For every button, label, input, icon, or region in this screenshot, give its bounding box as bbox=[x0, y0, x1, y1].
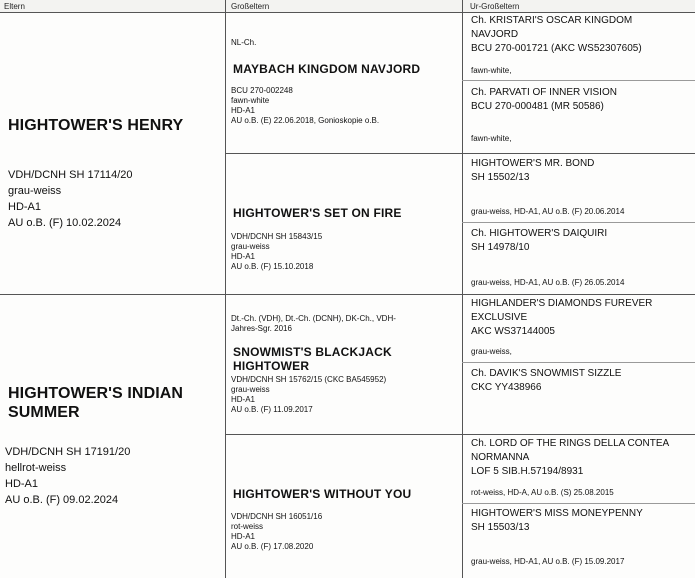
grandparent-name: HIGHTOWER'S SET ON FIRE bbox=[233, 206, 402, 220]
gg-line: SH 15503/13 bbox=[471, 522, 530, 533]
gg-line: SH 15502/13 bbox=[471, 172, 530, 183]
hd-result: HD-A1 bbox=[231, 252, 256, 261]
eye-exam: AU o.B. (F) 15.10.2018 bbox=[231, 262, 314, 271]
gg-line: SH 14978/10 bbox=[471, 242, 530, 253]
coat-color: grau-weiss bbox=[8, 185, 62, 197]
hd-result: HD-A1 bbox=[231, 532, 256, 541]
parent-name-line2: SUMMER bbox=[8, 404, 80, 421]
gg-line: HIGHTOWER'S MISS MONEYPENNY bbox=[471, 508, 643, 519]
gg-color: fawn-white, bbox=[471, 66, 512, 75]
grandparent-name-line1: SNOWMIST'S BLACKJACK bbox=[233, 345, 392, 359]
eye-exam: AU o.B. (E) 22.06.2018, Gonioskopie o.B. bbox=[231, 116, 380, 125]
column-divider bbox=[225, 0, 226, 578]
hd-result: HD-A1 bbox=[8, 201, 42, 213]
parent-name-line1: HIGHTOWER'S INDIAN bbox=[8, 385, 184, 402]
gg-line: Ch. KRISTARI'S OSCAR KINGDOM bbox=[471, 15, 633, 26]
gg-color: grau-weiss, bbox=[471, 347, 512, 356]
registration-number: VDH/DCNH SH 17114/20 bbox=[8, 169, 133, 181]
column-divider bbox=[462, 0, 463, 578]
gg-color: fawn-white, bbox=[471, 134, 512, 143]
grandparent-name: HIGHTOWER'S WITHOUT YOU bbox=[233, 487, 412, 501]
coat-color: rot-weiss bbox=[231, 522, 264, 531]
gg-color: grau-weiss, HD-A1, AU o.B. (F) 15.09.2017 bbox=[471, 557, 625, 566]
gg-line: Ch. PARVATI OF INNER VISION bbox=[471, 87, 617, 98]
parent-name: HIGHTOWER'S HENRY bbox=[8, 117, 184, 134]
row-divider bbox=[462, 222, 695, 223]
gg-line: NORMANNA bbox=[471, 452, 530, 463]
hd-result: HD-A1 bbox=[231, 106, 256, 115]
row-divider-main bbox=[0, 294, 695, 295]
gg-line: BCU 270-001721 (AKC WS52307605) bbox=[471, 43, 642, 54]
gg-line: HIGHTOWER'S MR. BOND bbox=[471, 158, 595, 169]
gg-line: HIGHLANDER'S DIAMONDS FUREVER bbox=[471, 298, 653, 309]
grandparent-title-line2: Jahres-Sgr. 2016 bbox=[231, 324, 292, 333]
gg-line: Ch. LORD OF THE RINGS DELLA CONTEA bbox=[471, 438, 670, 449]
grandparent-title: NL-Ch. bbox=[231, 38, 257, 47]
registration-number: VDH/DCNH SH 16051/16 bbox=[231, 512, 323, 521]
gg-line: LOF 5 SIB.H.57194/8931 bbox=[471, 466, 584, 477]
gg-color: grau-weiss, HD-A1, AU o.B. (F) 20.06.2014 bbox=[471, 207, 625, 216]
row-divider bbox=[462, 503, 695, 504]
gg-line: NAVJORD bbox=[471, 29, 519, 40]
gg-line: CKC YY438966 bbox=[471, 382, 542, 393]
header-grandparents: Großeltern bbox=[225, 0, 462, 13]
hd-result: HD-A1 bbox=[231, 395, 256, 404]
coat-color: fawn-white bbox=[231, 96, 270, 105]
grandparent-name: MAYBACH KINGDOM NAVJORD bbox=[233, 62, 421, 76]
grandparent-title-line1: Dt.-Ch. (VDH), Dt.-Ch. (DCNH), DK-Ch., VDH- bbox=[231, 314, 396, 323]
row-divider bbox=[462, 80, 695, 81]
coat-color: grau-weiss bbox=[231, 242, 270, 251]
eye-exam: AU o.B. (F) 11.09.2017 bbox=[231, 405, 313, 414]
hd-result: HD-A1 bbox=[5, 478, 39, 490]
coat-color: hellrot-weiss bbox=[5, 462, 67, 474]
gg-line: AKC WS37144005 bbox=[471, 326, 555, 337]
gg-line: EXCLUSIVE bbox=[471, 312, 528, 323]
row-divider bbox=[462, 362, 695, 363]
registration-number: BCU 270-002248 bbox=[231, 86, 293, 95]
header-parents: Eltern bbox=[0, 0, 225, 13]
eye-exam: AU o.B. (F) 10.02.2024 bbox=[8, 217, 122, 229]
row-divider bbox=[225, 153, 695, 154]
eye-exam: AU o.B. (F) 09.02.2024 bbox=[5, 494, 119, 506]
row-divider bbox=[225, 434, 695, 435]
registration-number: VDH/DCNH SH 15762/15 (CKC BA545952) bbox=[231, 375, 387, 384]
gg-color: rot-weiss, HD-A, AU o.B. (S) 25.08.2015 bbox=[471, 488, 614, 497]
coat-color: grau-weiss bbox=[231, 385, 270, 394]
grandparent-name-line2: HIGHTOWER bbox=[233, 359, 310, 373]
gg-line: Ch. HIGHTOWER'S DAIQUIRI bbox=[471, 228, 608, 239]
gg-line: Ch. DAVIK'S SNOWMIST SIZZLE bbox=[471, 368, 622, 379]
eye-exam: AU o.B. (F) 17.08.2020 bbox=[231, 542, 314, 551]
registration-number: VDH/DCNH SH 17191/20 bbox=[5, 446, 131, 458]
header-great-grandparents: Ur-Großeltern bbox=[462, 0, 695, 13]
registration-number: VDH/DCNH SH 15843/15 bbox=[231, 232, 323, 241]
gg-color: grau-weiss, HD-A1, AU o.B. (F) 26.05.2014 bbox=[471, 278, 625, 287]
gg-line: BCU 270-000481 (MR 50586) bbox=[471, 101, 604, 112]
